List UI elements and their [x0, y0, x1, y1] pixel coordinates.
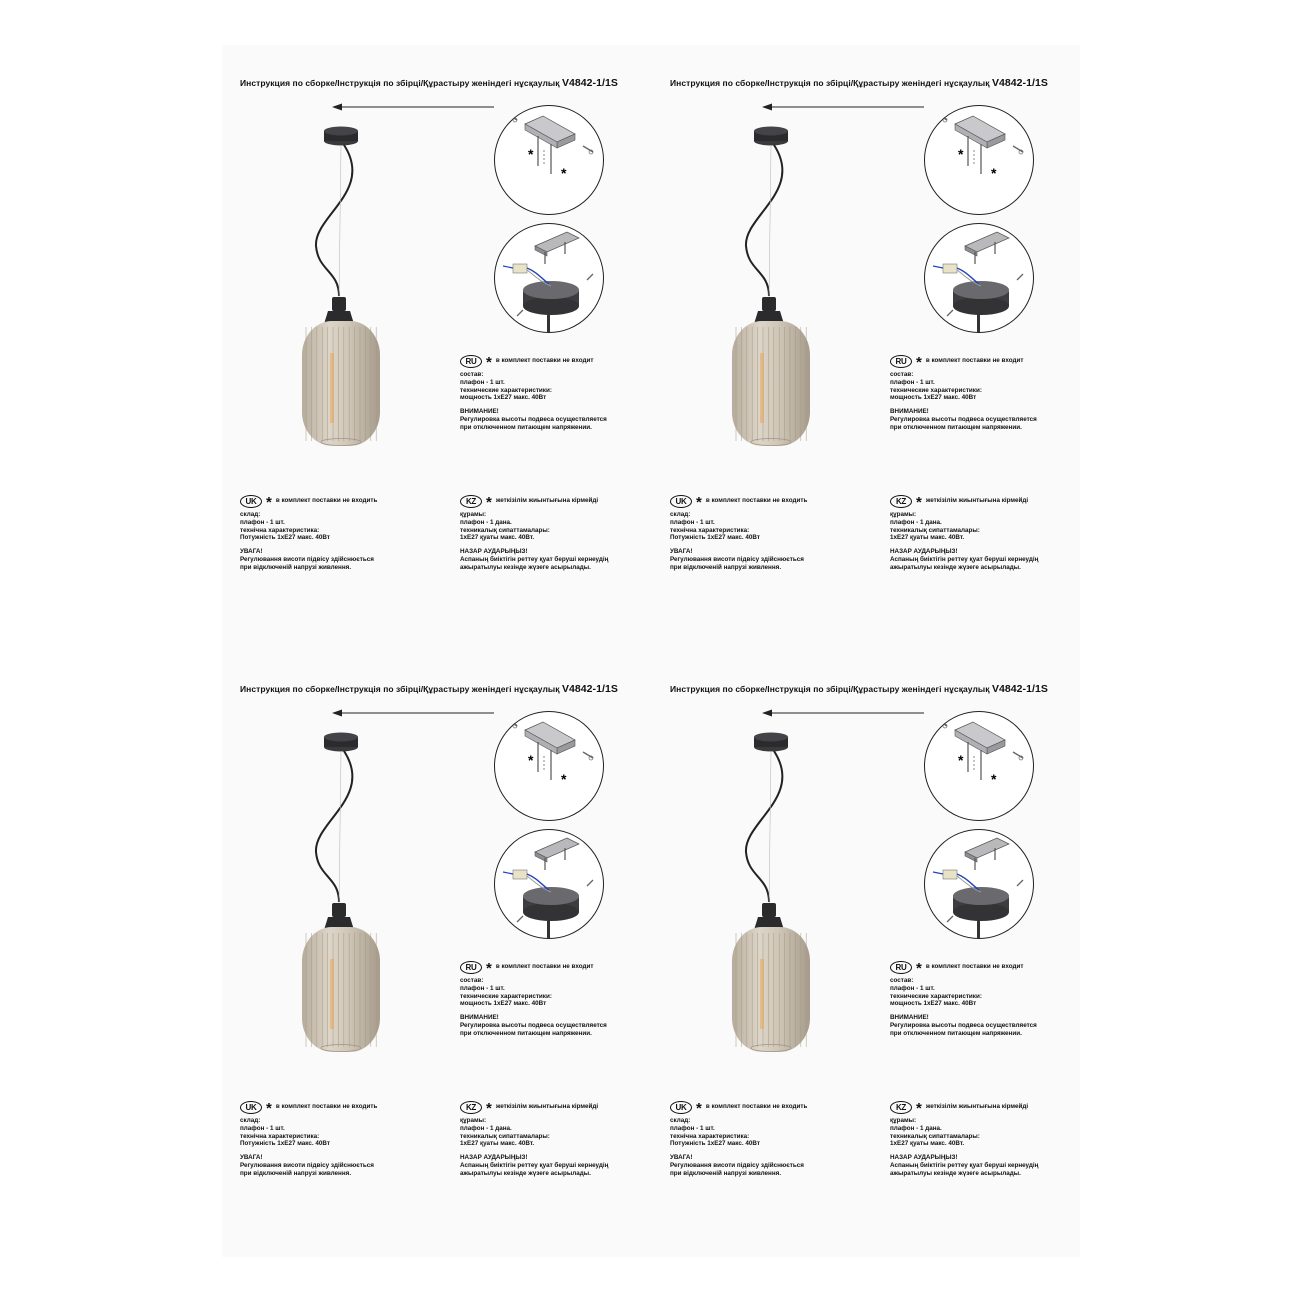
kz-badge: KZ: [460, 1101, 482, 1114]
uk-line: склад:: [240, 1117, 261, 1124]
svg-text:*: *: [991, 771, 997, 787]
kz-line: 1хЕ27 қуаты макс. 40Вт.: [890, 534, 965, 542]
uk-not-included: в комплект поставки не входить: [275, 1103, 378, 1111]
asterisk-icon: *: [916, 353, 922, 371]
kz-warning-line: ажыратылуы кезінде жүзеге асырылады.: [460, 1169, 591, 1177]
uk-line: технічна характеристика:: [240, 1132, 320, 1140]
bracket-screws-diagram: [495, 712, 603, 820]
asterisk-icon: *: [266, 493, 272, 511]
title-prefix: Инструкция по сборке/Інструкція по збірці/Құрастыру женіндегі нұсқаулық: [670, 78, 992, 88]
canopy-wiring-detail: [924, 829, 1034, 939]
kz-not-included: жеткізілім жиынтығына кірмейді: [925, 497, 1029, 505]
instruction-sheet: [222, 45, 1080, 1257]
model-number: V4842-1/1S: [561, 683, 618, 695]
kz-line: техникалық сипаттамалары:: [460, 1132, 550, 1140]
arrow-indicator: [762, 707, 932, 719]
uk-warning-line: Регулювання висоти підвісу здійснюється: [240, 555, 374, 563]
uk-line: плафон - 1 шт.: [670, 1124, 715, 1132]
arrow-indicator: [332, 707, 502, 719]
ru-line: плафон - 1 шт.: [460, 378, 505, 386]
uk-warning-line: Регулювання висоти підвісу здійснюється: [240, 1161, 374, 1169]
uk-warning-line: Регулювання висоти підвісу здійснюється: [670, 1161, 804, 1169]
kz-line: плафон - 1 дана.: [460, 1124, 512, 1132]
kz-warning-title: НАЗАР АУДАРЫҢЫЗ!: [460, 1154, 528, 1162]
uk-line: Потужність 1хЕ27 макс. 40Вт: [670, 1140, 760, 1148]
kz-line: плафон - 1 дана.: [890, 518, 942, 526]
ru-line: мощность 1хЕ27 макс. 40Вт: [890, 394, 977, 402]
kz-not-included: жеткізілім жиынтығына кірмейді: [495, 1103, 599, 1111]
model-number: V4842-1/1S: [561, 77, 618, 89]
ru-line: плафон - 1 шт.: [460, 984, 505, 992]
asterisk-icon: *: [486, 353, 492, 371]
kz-line: плафон - 1 дана.: [890, 1124, 942, 1132]
canopy-wiring-detail: [494, 829, 604, 939]
ru-warning-title: ВНИМАНИЕ!: [890, 408, 929, 416]
svg-text:*: *: [958, 146, 964, 162]
kz-section: [460, 495, 608, 572]
ru-line: состав:: [460, 371, 484, 378]
instruction-panel-1: [222, 45, 652, 651]
asterisk-icon: *: [916, 959, 922, 977]
canopy-wiring-detail: [924, 223, 1034, 333]
pendant-lamp-illustration: [724, 121, 854, 451]
instruction-panel-2: [652, 45, 1082, 651]
asterisk-icon: *: [916, 1099, 922, 1117]
asterisk-icon: *: [266, 1099, 272, 1117]
canopy-wiring-diagram: [925, 224, 1033, 332]
kz-line: 1хЕ27 қуаты макс. 40Вт.: [460, 1140, 535, 1148]
svg-text:*: *: [561, 165, 567, 181]
svg-text:*: *: [528, 146, 534, 162]
uk-line: склад:: [240, 511, 261, 518]
ru-line: мощность 1хЕ27 макс. 40Вт: [460, 1000, 547, 1008]
uk-line: склад:: [670, 1117, 691, 1124]
svg-text:*: *: [958, 752, 964, 768]
uk-section: [240, 1101, 377, 1178]
ru-not-included: в комплект поставки не входит: [925, 357, 1024, 365]
model-number: V4842-1/1S: [991, 77, 1048, 89]
ru-badge: RU: [890, 961, 912, 974]
ru-line: технические характеристики:: [890, 386, 982, 394]
kz-line: 1хЕ27 қуаты макс. 40Вт.: [460, 534, 535, 542]
pendant-lamp-illustration: [294, 727, 424, 1057]
ru-line: состав:: [890, 977, 914, 984]
instruction-title: [670, 683, 1048, 695]
uk-badge: UK: [670, 1101, 692, 1114]
svg-text:*: *: [991, 165, 997, 181]
kz-warning-line: Аспаның биіктігін реттеу қуат беруші кернеудің: [890, 555, 1039, 563]
uk-section: [670, 495, 807, 572]
pendant-lamp-illustration: [294, 121, 424, 451]
canopy-wiring-detail: [494, 223, 604, 333]
kz-not-included: жеткізілім жиынтығына кірмейді: [495, 497, 599, 505]
ru-badge: RU: [460, 961, 482, 974]
instruction-title: [670, 77, 1048, 89]
uk-section: [240, 495, 377, 572]
instruction-title: [240, 77, 618, 89]
asterisk-icon: *: [696, 1099, 702, 1117]
instruction-title: [240, 683, 618, 695]
ru-not-included: в комплект поставки не входит: [495, 357, 594, 365]
ru-badge: RU: [890, 355, 912, 368]
uk-not-included: в комплект поставки не входить: [705, 497, 808, 505]
kz-line: құрамы:: [460, 1117, 487, 1124]
ru-line: технические характеристики:: [460, 992, 552, 1000]
pendant-lamp-illustration: [724, 727, 854, 1057]
uk-warning-title: УВАГА!: [240, 1154, 263, 1162]
mounting-bracket-detail: [494, 105, 604, 215]
kz-line: құрамы:: [460, 511, 487, 518]
ru-section: [460, 355, 607, 432]
uk-line: плафон - 1 шт.: [670, 518, 715, 526]
asterisk-icon: *: [696, 493, 702, 511]
asterisk-icon: *: [486, 493, 492, 511]
ru-line: технические характеристики:: [460, 386, 552, 394]
bracket-screws-diagram: [925, 106, 1033, 214]
kz-badge: KZ: [890, 1101, 912, 1114]
kz-warning-line: ажыратылуы кезінде жүзеге асырылады.: [890, 1169, 1021, 1177]
uk-warning-title: УВАГА!: [670, 548, 693, 556]
mounting-bracket-detail: [924, 105, 1034, 215]
ru-line: плафон - 1 шт.: [890, 378, 935, 386]
kz-line: техникалық сипаттамалары:: [460, 526, 550, 534]
kz-warning-line: Аспаның биіктігін реттеу қуат беруші кернеудің: [460, 1161, 609, 1169]
uk-line: технічна характеристика:: [240, 526, 320, 534]
ru-section: [890, 355, 1037, 432]
ru-warning-line: Регулировка высоты подвеса осуществляется: [890, 1021, 1037, 1029]
kz-warning-line: Аспаның биіктігін реттеу қуат беруші кернеудің: [460, 555, 609, 563]
ru-section: [460, 961, 607, 1038]
canopy-wiring-diagram: [495, 830, 603, 938]
arrow-indicator: [332, 101, 502, 113]
title-prefix: Инструкция по сборке/Інструкція по збірці/Құрастыру женіндегі нұсқаулық: [240, 78, 562, 88]
asterisk-icon: *: [486, 1099, 492, 1117]
bracket-screws-diagram: [925, 712, 1033, 820]
mounting-bracket-detail: [924, 711, 1034, 821]
uk-warning-title: УВАГА!: [670, 1154, 693, 1162]
kz-warning-title: НАЗАР АУДАРЫҢЫЗ!: [460, 548, 528, 556]
arrow-indicator: [762, 101, 932, 113]
ru-line: состав:: [460, 977, 484, 984]
uk-badge: UK: [670, 495, 692, 508]
title-prefix: Инструкция по сборке/Інструкція по збірці/Құрастыру женіндегі нұсқаулық: [670, 684, 992, 694]
ru-warning-line: Регулировка высоты подвеса осуществляется: [460, 415, 607, 423]
kz-warning-line: ажыратылуы кезінде жүзеге асырылады.: [890, 563, 1021, 571]
uk-warning-line: Регулювання висоти підвісу здійснюється: [670, 555, 804, 563]
svg-text:*: *: [561, 771, 567, 787]
uk-line: склад:: [670, 511, 691, 518]
uk-section: [670, 1101, 807, 1178]
mounting-bracket-detail: [494, 711, 604, 821]
ru-warning-line: при отключенном питающем напряжении.: [890, 1029, 1022, 1037]
kz-badge: KZ: [460, 495, 482, 508]
ru-badge: RU: [460, 355, 482, 368]
uk-line: Потужність 1хЕ27 макс. 40Вт: [240, 534, 330, 542]
title-prefix: Инструкция по сборке/Інструкція по збірці/Құрастыру женіндегі нұсқаулық: [240, 684, 562, 694]
bracket-screws-diagram: [495, 106, 603, 214]
ru-line: технические характеристики:: [890, 992, 982, 1000]
uk-warning-title: УВАГА!: [240, 548, 263, 556]
ru-line: состав:: [890, 371, 914, 378]
asterisk-icon: *: [916, 493, 922, 511]
uk-line: технічна характеристика:: [670, 526, 750, 534]
kz-line: құрамы:: [890, 511, 917, 518]
uk-line: Потужність 1хЕ27 макс. 40Вт: [240, 1140, 330, 1148]
uk-line: плафон - 1 шт.: [240, 518, 285, 526]
kz-not-included: жеткізілім жиынтығына кірмейді: [925, 1103, 1029, 1111]
ru-warning-line: при отключенном питающем напряжении.: [460, 1029, 592, 1037]
kz-warning-title: НАЗАР АУДАРЫҢЫЗ!: [890, 548, 958, 556]
uk-badge: UK: [240, 495, 262, 508]
instruction-panel-3: [222, 651, 652, 1257]
ru-warning-line: при отключенном питающем напряжении.: [890, 423, 1022, 431]
instruction-panel-4: [652, 651, 1082, 1257]
kz-warning-title: НАЗАР АУДАРЫҢЫЗ!: [890, 1154, 958, 1162]
uk-warning-line: при відключеній напрузі живлення.: [240, 1169, 352, 1177]
kz-line: құрамы:: [890, 1117, 917, 1124]
uk-not-included: в комплект поставки не входить: [705, 1103, 808, 1111]
uk-not-included: в комплект поставки не входить: [275, 497, 378, 505]
kz-section: [460, 1101, 608, 1178]
uk-warning-line: при відключеній напрузі живлення.: [670, 563, 782, 571]
canopy-wiring-diagram: [925, 830, 1033, 938]
uk-line: плафон - 1 шт.: [240, 1124, 285, 1132]
kz-warning-line: Аспаның биіктігін реттеу қуат беруші кернеудің: [890, 1161, 1039, 1169]
model-number: V4842-1/1S: [991, 683, 1048, 695]
uk-warning-line: при відключеній напрузі живлення.: [670, 1169, 782, 1177]
kz-line: плафон - 1 дана.: [460, 518, 512, 526]
ru-warning-title: ВНИМАНИЕ!: [460, 408, 499, 416]
uk-line: технічна характеристика:: [670, 1132, 750, 1140]
canopy-wiring-diagram: [495, 224, 603, 332]
ru-section: [890, 961, 1037, 1038]
kz-line: 1хЕ27 қуаты макс. 40Вт.: [890, 1140, 965, 1148]
ru-warning-line: при отключенном питающем напряжении.: [460, 423, 592, 431]
svg-text:*: *: [528, 752, 534, 768]
asterisk-icon: *: [486, 959, 492, 977]
ru-warning-line: Регулировка высоты подвеса осуществляется: [890, 415, 1037, 423]
kz-warning-line: ажыратылуы кезінде жүзеге асырылады.: [460, 563, 591, 571]
kz-section: [890, 1101, 1038, 1178]
ru-line: мощность 1хЕ27 макс. 40Вт: [890, 1000, 977, 1008]
ru-warning-title: ВНИМАНИЕ!: [460, 1014, 499, 1022]
kz-section: [890, 495, 1038, 572]
ru-warning-line: Регулировка высоты подвеса осуществляется: [460, 1021, 607, 1029]
kz-badge: KZ: [890, 495, 912, 508]
ru-not-included: в комплект поставки не входит: [925, 963, 1024, 971]
ru-line: мощность 1хЕ27 макс. 40Вт: [460, 394, 547, 402]
kz-line: техникалық сипаттамалары:: [890, 526, 980, 534]
ru-line: плафон - 1 шт.: [890, 984, 935, 992]
ru-warning-title: ВНИМАНИЕ!: [890, 1014, 929, 1022]
uk-warning-line: при відключеній напрузі живлення.: [240, 563, 352, 571]
ru-not-included: в комплект поставки не входит: [495, 963, 594, 971]
kz-line: техникалық сипаттамалары:: [890, 1132, 980, 1140]
uk-line: Потужність 1хЕ27 макс. 40Вт: [670, 534, 760, 542]
uk-badge: UK: [240, 1101, 262, 1114]
